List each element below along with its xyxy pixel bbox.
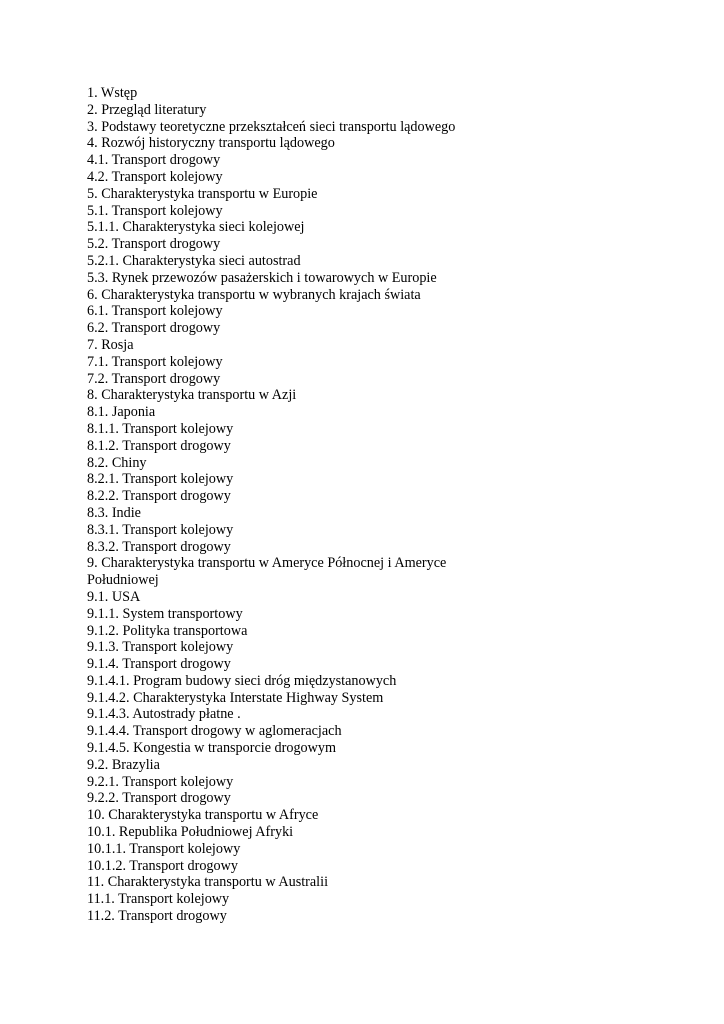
toc-item: 8.3.1. Transport kolejowy	[87, 521, 234, 538]
toc-item: 5.2.1. Charakterystyka sieci autostrad	[87, 252, 301, 269]
toc-item: 7. Rosja	[87, 336, 134, 353]
toc-item: 8. Charakterystyka transportu w Azji	[87, 387, 297, 404]
toc-item: 10.1.1. Transport kolejowy	[87, 840, 241, 857]
toc-item: 11. Charakterystyka transportu w Australii	[87, 874, 329, 891]
toc-item: 7.1. Transport kolejowy	[87, 353, 223, 370]
toc-item: 8.1.1. Transport kolejowy	[87, 420, 234, 437]
toc-item: 9. Charakterystyka transportu w Ameryce Północnej i Ameryce Południowej	[87, 555, 450, 589]
toc-item: 3. Podstawy teoretyczne przekształceń sieci transportu lądowego	[87, 118, 456, 135]
toc-item: 8.3. Indie	[87, 504, 141, 521]
toc-item: 5.2. Transport drogowy	[87, 236, 221, 253]
toc-item: 9.1.3. Transport kolejowy	[87, 639, 234, 656]
toc-item: 10. Charakterystyka transportu w Afryce	[87, 807, 319, 824]
toc-item: 11.2. Transport drogowy	[87, 908, 227, 925]
toc-item: 9.1.4. Transport drogowy	[87, 656, 231, 673]
toc-item: 9.2.1. Transport kolejowy	[87, 773, 234, 790]
toc-item: 8.2. Chiny	[87, 454, 147, 471]
toc-item: 1. Wstęp	[87, 85, 138, 101]
toc-item: 9.1. USA	[87, 588, 141, 605]
toc-item: 8.1.2. Transport drogowy	[87, 437, 231, 454]
toc-item: 5.1.1. Charakterystyka sieci kolejowej	[87, 219, 305, 236]
toc-item: 7.2. Transport drogowy	[87, 370, 221, 387]
toc-item: 9.1.4.3. Autostrady płatne .	[87, 706, 241, 723]
toc-item: 5.3. Rynek przewozów pasażerskich i towarowych w Europie	[87, 269, 437, 286]
toc-item: 5. Charakterystyka transportu w Europie	[87, 185, 318, 202]
toc-item: 6.2. Transport drogowy	[87, 320, 221, 337]
toc-item: 8.2.2. Transport drogowy	[87, 488, 231, 505]
toc-item: 9.2.2. Transport drogowy	[87, 790, 231, 807]
toc-item: 5.1. Transport kolejowy	[87, 202, 223, 219]
toc-item: 4. Rozwój historyczny transportu lądowego	[87, 135, 335, 152]
toc-item: 11.1. Transport kolejowy	[87, 891, 230, 908]
toc-item: 8.2.1. Transport kolejowy	[87, 471, 234, 488]
toc-item: 2. Przegląd literatury	[87, 101, 207, 118]
toc-item: 4.2. Transport kolejowy	[87, 168, 223, 185]
toc-item: 10.1. Republika Południowej Afryki	[87, 824, 294, 841]
toc-item: 9.1.4.5. Kongestia w transporcie drogowym	[87, 740, 337, 757]
toc-item: 8.1. Japonia	[87, 404, 156, 421]
toc-item: 8.3.2. Transport drogowy	[87, 538, 231, 555]
table-of-contents	[87, 85, 487, 925]
toc-item: 9.1.1. System transportowy	[87, 605, 243, 622]
toc-item: 6. Charakterystyka transportu w wybranych krajach świata	[87, 286, 421, 303]
toc-item: 9.1.4.4. Transport drogowy w aglomeracjach	[87, 723, 342, 740]
toc-item: 9.1.2. Polityka transportowa	[87, 622, 248, 639]
toc-item: 9.1.4.1. Program budowy sieci dróg międzystanowych	[87, 672, 397, 689]
toc-item: 10.1.2. Transport drogowy	[87, 857, 238, 874]
toc-item: 9.1.4.2. Charakterystyka Interstate Highway System	[87, 689, 384, 706]
toc-item: 6.1. Transport kolejowy	[87, 303, 223, 320]
toc-item: 4.1. Transport drogowy	[87, 152, 221, 169]
toc-item: 9.2. Brazylia	[87, 756, 160, 773]
